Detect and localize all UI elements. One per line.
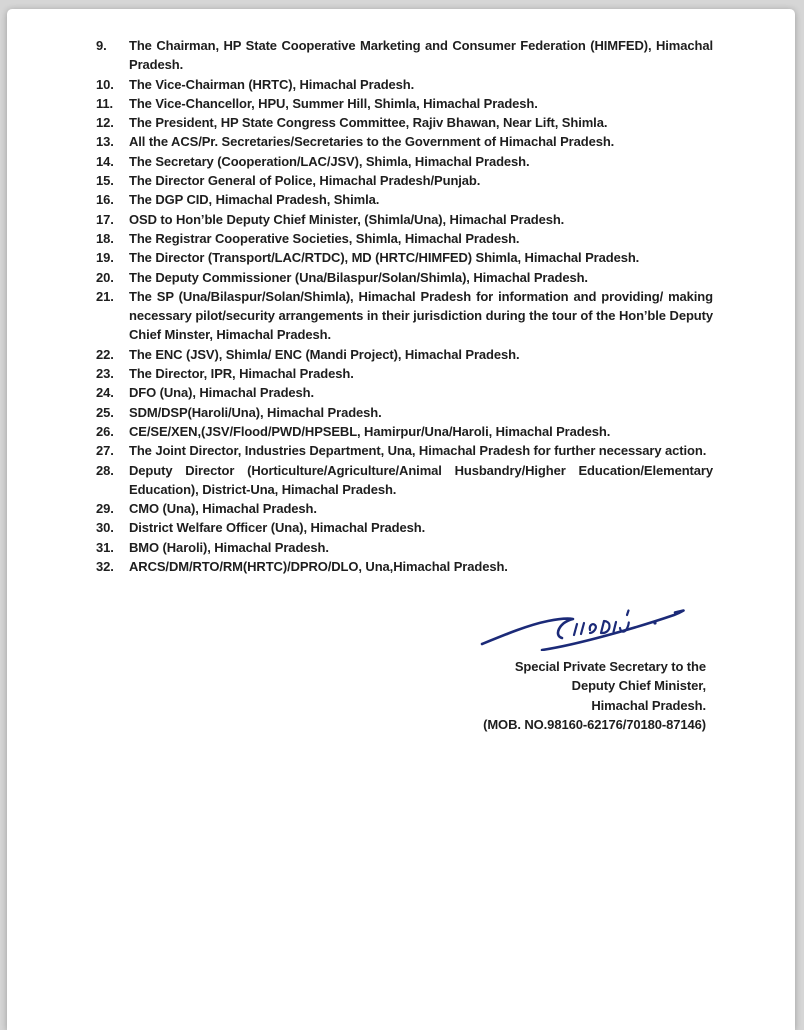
signature-line: Himachal Pradesh. [591,697,706,713]
list-item [96,210,713,229]
item-number: 15. [96,173,114,189]
item-text: The Deputy Commissioner (Una/Bilaspur/Solan/Shimla), Himachal Pradesh. [129,269,588,285]
list-item [96,36,713,75]
item-text: The ENC (JSV), Shimla/ ENC (Mandi Project), Himachal Pradesh. [129,346,520,362]
list-item [96,229,713,248]
signature-line: (MOB. NO.98160-62176/70180-87146) [483,717,706,733]
signature-block [346,593,706,735]
item-text: The Director (Transport/LAC/RTDC), MD (HRTC/HIMFED) Shimla, Himachal Pradesh. [129,250,640,266]
list-item [96,383,713,402]
item-number: 17. [96,211,114,227]
signature-line: Special Private Secretary to the [514,659,706,674]
list-item [96,557,713,576]
list-item [96,403,713,422]
list-item [96,364,713,383]
item-number: 14. [96,153,114,169]
item-text: The Director, IPR, Himachal Pradesh. [129,366,354,382]
item-text: The Joint Director, Industries Department, Una, Himachal Pradesh for further necessary action. [129,443,707,459]
item-text: CE/SE/XEN,(JSV/Flood/PWD/HPSEBL, Hamirpur/Una/Haroli, Himachal Pradesh. [129,423,611,439]
item-number: 9. [96,38,107,53]
list-item [96,345,713,364]
item-number: 21. [96,288,114,304]
list-item [96,422,713,441]
list-item [96,518,713,537]
item-number: 26. [96,423,114,439]
list-item [96,132,713,151]
list-item [96,441,713,460]
item-number: 32. [96,559,114,575]
list-item [96,75,713,94]
item-text: CMO (Una), Himachal Pradesh. [129,501,317,517]
item-number: 23. [96,366,114,382]
signature-icon [478,593,706,651]
item-text: District Welfare Officer (Una), Himachal Pradesh. [129,520,426,536]
item-number: 16. [96,192,114,208]
item-text: The Vice-Chancellor, HPU, Summer Hill, Shimla, Himachal Pradesh. [129,95,538,111]
item-number: 28. [96,462,114,478]
item-text: The SP (Una/Bilaspur/Solan/Shimla), Himachal Pradesh for information and providing/ making necessary pilot/security arrangements in their jurisdiction during the tour of the Hon’ble Deputy Chief Minster, Himachal Pradesh. [129,288,713,343]
item-text: The Registrar Cooperative Societies, Shimla, Himachal Pradesh. [129,230,520,246]
item-number: 12. [96,115,114,131]
item-text: The DGP CID, Himachal Pradesh, Shimla. [129,192,380,208]
document-page [7,9,795,1030]
signature-line: Deputy Chief Minister, [571,678,706,694]
list-item [96,538,713,557]
list-item [96,190,713,209]
list-item [96,171,713,190]
list-item [96,461,713,500]
list-item [96,499,713,518]
list-item [96,113,713,132]
item-text: OSD to Hon’ble Deputy Chief Minister, (Shimla/Una), Himachal Pradesh. [129,211,565,227]
item-number: 31. [96,539,114,555]
item-number: 22. [96,346,114,362]
distribution-list [96,36,713,576]
item-text: Deputy Director (Horticulture/Agriculture/Animal Husbandry/Higher Education/Elementary Education), District-Una, Himachal Pradesh. [129,462,713,497]
item-text: The Director General of Police, Himachal Pradesh/Punjab. [129,173,481,189]
item-text: SDM/DSP(Haroli/Una), Himachal Pradesh. [129,404,382,420]
item-number: 30. [96,520,114,536]
item-number: 27. [96,443,114,459]
item-text: The President, HP State Congress Committee, Rajiv Bhawan, Near Lift, Shimla. [129,115,608,131]
item-text: All the ACS/Pr. Secretaries/Secretaries to the Government of Himachal Pradesh. [129,134,615,150]
item-number: 10. [96,76,114,92]
item-number: 11. [96,95,114,111]
item-text: DFO (Una), Himachal Pradesh. [129,385,315,401]
item-number: 13. [96,134,114,150]
item-text: The Vice-Chairman (HRTC), Himachal Pradesh. [129,76,415,92]
list-item [96,94,713,113]
item-text: ARCS/DM/RTO/RM(HRTC)/DPRO/DLO, Una,Himachal Pradesh. [129,559,508,575]
item-text: The Chairman, HP State Cooperative Marketing and Consumer Federation (HIMFED), Himachal Pradesh. [129,38,713,73]
item-number: 18. [96,230,114,246]
item-number: 20. [96,269,114,285]
item-number: 25. [96,404,114,420]
item-text: BMO (Haroli), Himachal Pradesh. [129,539,329,555]
list-item [96,152,713,171]
list-item [96,287,713,345]
item-number: 19. [96,250,114,266]
item-number: 29. [96,501,114,517]
item-number: 24. [96,385,114,401]
list-item [96,268,713,287]
list-item [96,248,713,267]
item-text: The Secretary (Cooperation/LAC/JSV), Shimla, Himachal Pradesh. [129,153,530,169]
